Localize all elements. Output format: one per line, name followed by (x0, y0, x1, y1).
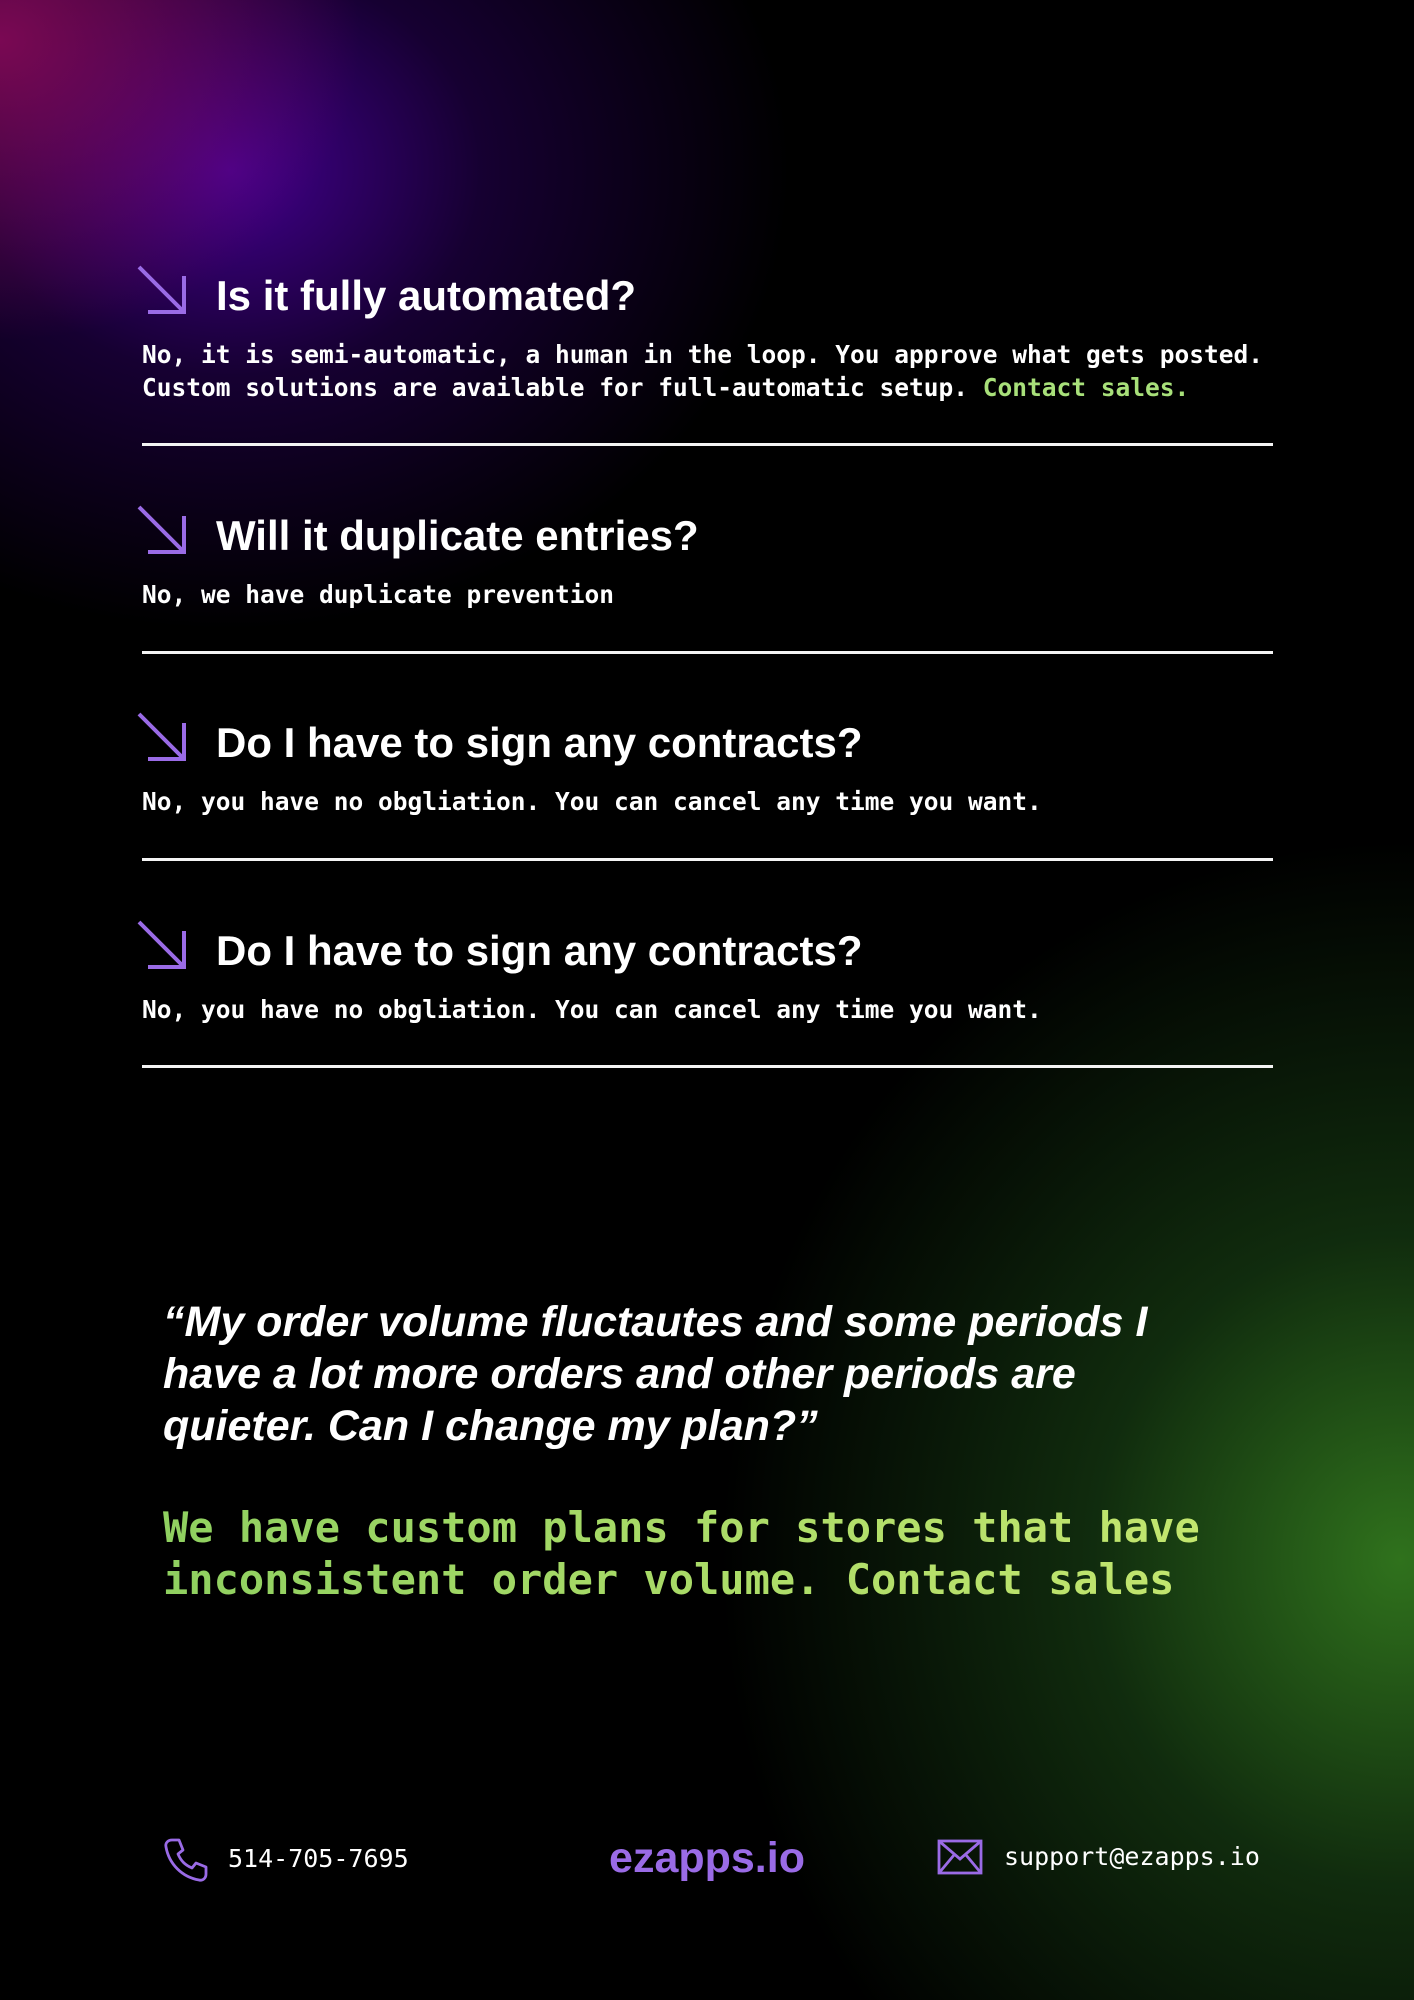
faq-item (142, 713, 1274, 818)
divider (142, 1065, 1273, 1068)
faq-answer-line: No, it is semi-automatic, a human in the loop. You approve what gets posted. (142, 340, 1264, 369)
faq-question: Do I have to sign any contracts? (216, 927, 863, 974)
divider (142, 443, 1273, 446)
quote-line: have a lot more orders and other periods are (163, 1350, 1076, 1398)
answer-line: We have custom plans for stores that have (163, 1503, 1200, 1552)
brand-logo[interactable]: ezapps.io (609, 1834, 805, 1882)
arrow-down-right-icon (134, 709, 190, 765)
support-email[interactable]: support@ezapps.io (1004, 1842, 1260, 1871)
testimonial-answer (163, 1502, 1303, 1606)
arrow-down-right-icon (134, 917, 190, 973)
footer (0, 1830, 1414, 1886)
faq-answer: No, you have no obgliation. You can cancel any time you want. (142, 787, 1042, 816)
arrow-down-right-icon (134, 502, 190, 558)
mail-icon (937, 1838, 983, 1876)
faq-answer-line (142, 371, 1274, 404)
faq-item (142, 506, 1274, 611)
faq-item (142, 921, 1274, 1026)
divider (142, 858, 1273, 861)
faq-answer-text: Custom solutions are available for full-automatic setup. (142, 373, 969, 402)
faq-answer: No, we have duplicate prevention (142, 580, 615, 609)
faq-question: Do I have to sign any contracts? (216, 719, 863, 766)
answer-line: inconsistent order volume. Contact sales (163, 1555, 1175, 1604)
contact-sales-link[interactable]: Contact sales. (982, 373, 1190, 402)
faq-question: Will it duplicate entries? (216, 512, 699, 559)
faq-item (142, 266, 1274, 404)
quote-line: “My order volume fluctautes and some periods I (163, 1298, 1148, 1346)
faq-header (142, 266, 1274, 326)
faq-answer (142, 338, 1274, 404)
arrow-down-right-icon (134, 262, 190, 318)
faq-header (142, 921, 1274, 981)
faq-header (142, 713, 1274, 773)
phone-number[interactable]: 514-705-7695 (228, 1844, 409, 1873)
testimonial-quote (163, 1296, 1263, 1452)
faq-answer: No, you have no obgliation. You can cancel any time you want. (142, 995, 1042, 1024)
divider (142, 651, 1273, 654)
faq-header (142, 506, 1274, 566)
faq-question: Is it fully automated? (216, 272, 637, 319)
quote-line: quieter. Can I change my plan?” (163, 1402, 818, 1450)
